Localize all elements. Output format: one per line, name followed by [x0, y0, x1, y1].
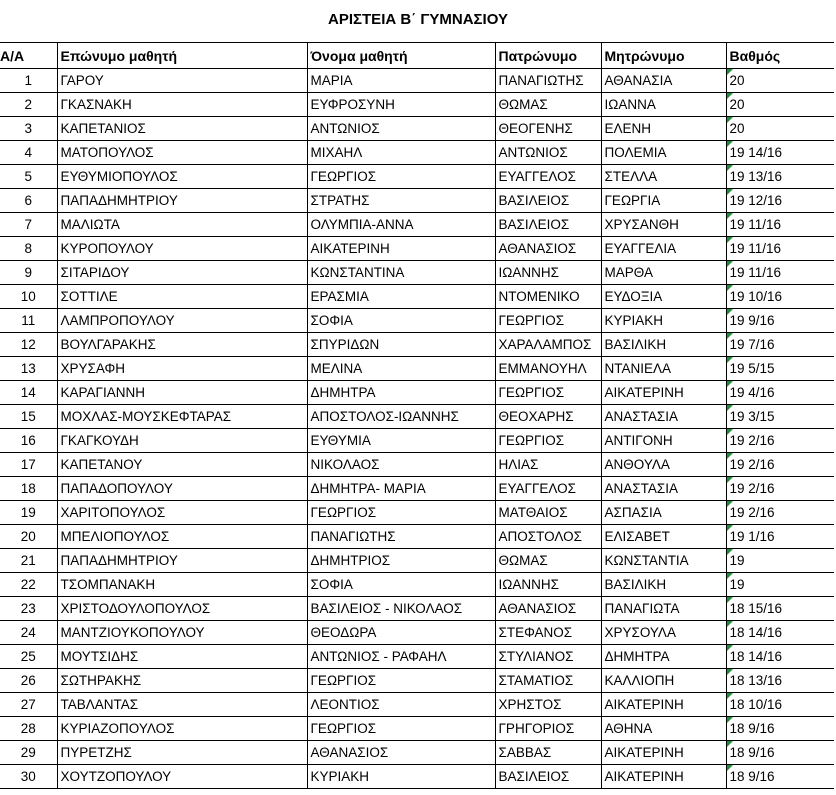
father-name-cell: ΓΡΗΓΟΡΙΟΣ — [495, 717, 601, 741]
surname-cell: ΠΑΠΑΔΟΠΟΥΛΟΥ — [57, 477, 307, 501]
surname-cell: ΜΠΕΛΙΟΠΟΥΛΟΣ — [57, 525, 307, 549]
father-name-cell: ΑΘΑΝΑΣΙΟΣ — [495, 237, 601, 261]
row-number: 1 — [0, 69, 57, 93]
table-row — [0, 525, 834, 549]
surname-cell: ΤΑΒΛΑΝΤΑΣ — [57, 693, 307, 717]
father-name-cell: ΕΥΑΓΓΕΛΟΣ — [495, 165, 601, 189]
table-row — [0, 573, 834, 597]
grade-cell: 19 — [726, 549, 834, 573]
grade-cell: 18 9/16 — [726, 765, 834, 789]
grade-cell: 18 15/16 — [726, 597, 834, 621]
name-cell: ΑΠΟΣΤΟΛΟΣ-ΙΩΑΝΝΗΣ — [307, 405, 495, 429]
grade-cell: 19 1/16 — [726, 525, 834, 549]
header-row — [0, 43, 834, 69]
surname-cell: ΠΥΡΕΤΖΗΣ — [57, 741, 307, 765]
father-name-cell: ΓΕΩΡΓΙΟΣ — [495, 381, 601, 405]
father-name-cell: ΙΩΑΝΝΗΣ — [495, 573, 601, 597]
mother-name-cell: ΧΡΥΣΟΥΛΑ — [601, 621, 726, 645]
table-row — [0, 165, 834, 189]
row-number: 5 — [0, 165, 57, 189]
mother-name-cell: ΕΥΔΟΞΙΑ — [601, 285, 726, 309]
row-number: 10 — [0, 285, 57, 309]
name-cell: ΟΛΥΜΠΙΑ-ΑΝΝΑ — [307, 213, 495, 237]
surname-cell: ΜΟΧΛΑΣ-ΜΟΥΣΚΕΦΤΑΡΑΣ — [57, 405, 307, 429]
row-number: 12 — [0, 333, 57, 357]
surname-cell: ΜΑΝΤΖΙΟΥΚΟΠΟΥΛΟΥ — [57, 621, 307, 645]
name-cell: ΚΥΡΙΑΚΗ — [307, 765, 495, 789]
row-number: 7 — [0, 213, 57, 237]
row-number: 15 — [0, 405, 57, 429]
grade-cell: 19 14/16 — [726, 141, 834, 165]
table-row — [0, 69, 834, 93]
mother-name-cell: ΚΑΛΛΙΟΠΗ — [601, 669, 726, 693]
grade-cell: 19 5/15 — [726, 357, 834, 381]
mother-name-cell: ΚΩΝΣΤΑΝΤΙΑ — [601, 549, 726, 573]
surname-cell: ΒΟΥΛΓΑΡΑΚΗΣ — [57, 333, 307, 357]
header-surname: Επώνυμο μαθητή — [57, 43, 307, 69]
grade-cell: 18 13/16 — [726, 669, 834, 693]
table-row — [0, 645, 834, 669]
name-cell: ΚΩΝΣΤΑΝΤΙΝΑ — [307, 261, 495, 285]
surname-cell: ΣΩΤΗΡΑΚΗΣ — [57, 669, 307, 693]
father-name-cell: ΒΑΣΙΛΕΙΟΣ — [495, 765, 601, 789]
mother-name-cell: ΑΝΑΣΤΑΣΙΑ — [601, 477, 726, 501]
table-row — [0, 549, 834, 573]
father-name-cell: ΕΥΑΓΓΕΛΟΣ — [495, 477, 601, 501]
grade-cell: 19 10/16 — [726, 285, 834, 309]
mother-name-cell: ΠΑΝΑΓΙΩΤΑ — [601, 597, 726, 621]
mother-name-cell: ΑΝΘΟΥΛΑ — [601, 453, 726, 477]
grade-cell: 18 14/16 — [726, 621, 834, 645]
mother-name-cell: ΧΡΥΣΑΝΘΗ — [601, 213, 726, 237]
surname-cell: ΚΥΡΟΠΟΥΛΟΥ — [57, 237, 307, 261]
table-row — [0, 717, 834, 741]
mother-name-cell: ΜΑΡΘΑ — [601, 261, 726, 285]
table-row — [0, 621, 834, 645]
table-row — [0, 453, 834, 477]
father-name-cell: ΙΩΑΝΝΗΣ — [495, 261, 601, 285]
mother-name-cell: ΑΙΚΑΤΕΡΙΝΗ — [601, 381, 726, 405]
row-number: 19 — [0, 501, 57, 525]
table-row — [0, 381, 834, 405]
row-number: 27 — [0, 693, 57, 717]
table-row — [0, 357, 834, 381]
header-grade: Βαθμός — [726, 43, 834, 69]
name-cell: ΣΤΡΑΤΗΣ — [307, 189, 495, 213]
mother-name-cell: ΑΙΚΑΤΕΡΙΝΗ — [601, 693, 726, 717]
row-number: 25 — [0, 645, 57, 669]
mother-name-cell: ΑΘΑΝΑΣΙΑ — [601, 69, 726, 93]
name-cell: ΠΑΝΑΓΙΩΤΗΣ — [307, 525, 495, 549]
row-number: 13 — [0, 357, 57, 381]
table-row — [0, 333, 834, 357]
grade-cell: 18 9/16 — [726, 717, 834, 741]
father-name-cell: ΣΤΕΦΑΝΟΣ — [495, 621, 601, 645]
row-number: 23 — [0, 597, 57, 621]
table-row — [0, 741, 834, 765]
surname-cell: ΚΑΠΕΤΑΝΙΟΣ — [57, 117, 307, 141]
table-row — [0, 765, 834, 789]
name-cell: ΜΑΡΙΑ — [307, 69, 495, 93]
mother-name-cell: ΕΥΑΓΓΕΛΙΑ — [601, 237, 726, 261]
table-row — [0, 285, 834, 309]
father-name-cell: ΣΑΒΒΑΣ — [495, 741, 601, 765]
father-name-cell: ΑΝΤΩΝΙΟΣ — [495, 141, 601, 165]
mother-name-cell: ΣΤΕΛΛΑ — [601, 165, 726, 189]
surname-cell: ΕΥΘΥΜΙΟΠΟΥΛΟΣ — [57, 165, 307, 189]
father-name-cell: ΓΕΩΡΓΙΟΣ — [495, 309, 601, 333]
mother-name-cell: ΙΩΑΝΝΑ — [601, 93, 726, 117]
name-cell: ΜΕΛΙΝΑ — [307, 357, 495, 381]
grade-cell: 18 10/16 — [726, 693, 834, 717]
awards-table — [0, 42, 834, 789]
surname-cell: ΜΟΥΤΣΙΔΗΣ — [57, 645, 307, 669]
row-number: 28 — [0, 717, 57, 741]
row-number: 4 — [0, 141, 57, 165]
table-row — [0, 669, 834, 693]
table-row — [0, 93, 834, 117]
surname-cell: ΚΑΠΕΤΑΝΟΥ — [57, 453, 307, 477]
row-number: 18 — [0, 477, 57, 501]
row-number: 14 — [0, 381, 57, 405]
grade-cell: 19 2/16 — [726, 429, 834, 453]
father-name-cell: ΧΑΡΑΛΑΜΠΟΣ — [495, 333, 601, 357]
table-row — [0, 141, 834, 165]
row-number: 29 — [0, 741, 57, 765]
grade-cell: 19 11/16 — [726, 237, 834, 261]
name-cell: ΘΕΟΔΩΡΑ — [307, 621, 495, 645]
grade-cell: 19 13/16 — [726, 165, 834, 189]
grade-cell: 20 — [726, 93, 834, 117]
table-row — [0, 261, 834, 285]
grade-cell: 19 3/15 — [726, 405, 834, 429]
row-number: 21 — [0, 549, 57, 573]
mother-name-cell: ΕΛΙΣΑΒΕΤ — [601, 525, 726, 549]
name-cell: ΝΙΚΟΛΑΟΣ — [307, 453, 495, 477]
grade-cell: 19 4/16 — [726, 381, 834, 405]
row-number: 8 — [0, 237, 57, 261]
table-row — [0, 477, 834, 501]
mother-name-cell: ΑΘΗΝΑ — [601, 717, 726, 741]
name-cell: ΒΑΣΙΛΕΙΟΣ - ΝΙΚΟΛΑΟΣ — [307, 597, 495, 621]
name-cell: ΕΥΦΡΟΣΥΝΗ — [307, 93, 495, 117]
name-cell: ΣΟΦΙΑ — [307, 573, 495, 597]
name-cell: ΓΕΩΡΓΙΟΣ — [307, 165, 495, 189]
table-row — [0, 429, 834, 453]
name-cell: ΣΠΥΡΙΔΩΝ — [307, 333, 495, 357]
grade-cell: 19 — [726, 573, 834, 597]
grade-cell: 19 11/16 — [726, 213, 834, 237]
name-cell: ΑΝΤΩΝΙΟΣ - ΡΑΦΑΗΛ — [307, 645, 495, 669]
surname-cell: ΧΑΡΙΤΟΠΟΥΛΟΣ — [57, 501, 307, 525]
row-number: 16 — [0, 429, 57, 453]
name-cell: ΜΙΧΑΗΛ — [307, 141, 495, 165]
name-cell: ΓΕΩΡΓΙΟΣ — [307, 501, 495, 525]
surname-cell: ΓΑΡΟΥ — [57, 69, 307, 93]
father-name-cell: ΘΩΜΑΣ — [495, 93, 601, 117]
surname-cell: ΚΥΡΙΑΖΟΠΟΥΛΟΣ — [57, 717, 307, 741]
table-row — [0, 597, 834, 621]
father-name-cell: ΑΠΟΣΤΟΛΟΣ — [495, 525, 601, 549]
name-cell: ΓΕΩΡΓΙΟΣ — [307, 717, 495, 741]
father-name-cell: ΝΤΟΜΕΝΙΚΟ — [495, 285, 601, 309]
father-name-cell: ΜΑΤΘΑΙΟΣ — [495, 501, 601, 525]
name-cell: ΓΕΩΡΓΙΟΣ — [307, 669, 495, 693]
surname-cell: ΧΡΙΣΤΟΔΟΥΛΟΠΟΥΛΟΣ — [57, 597, 307, 621]
row-number: 17 — [0, 453, 57, 477]
surname-cell: ΠΑΠΑΔΗΜΗΤΡΙΟΥ — [57, 189, 307, 213]
mother-name-cell: ΚΥΡΙΑΚΗ — [601, 309, 726, 333]
mother-name-cell: ΠΟΛΕΜΙΑ — [601, 141, 726, 165]
surname-cell: ΧΡΥΣΑΦΗ — [57, 357, 307, 381]
header-aa: Α/Α — [0, 43, 57, 69]
mother-name-cell: ΕΛΕΝΗ — [601, 117, 726, 141]
father-name-cell: ΧΡΗΣΤΟΣ — [495, 693, 601, 717]
header-father: Πατρώνυμο — [495, 43, 601, 69]
table-row — [0, 309, 834, 333]
grade-cell: 20 — [726, 69, 834, 93]
table-row — [0, 501, 834, 525]
father-name-cell: ΒΑΣΙΛΕΙΟΣ — [495, 189, 601, 213]
grade-cell: 19 2/16 — [726, 477, 834, 501]
row-number: 30 — [0, 765, 57, 789]
father-name-cell: ΠΑΝΑΓΙΩΤΗΣ — [495, 69, 601, 93]
surname-cell: ΣΟΤΤΙΛΕ — [57, 285, 307, 309]
grade-cell: 19 9/16 — [726, 309, 834, 333]
header-name: Όνομα μαθητή — [307, 43, 495, 69]
table-row — [0, 237, 834, 261]
row-number: 24 — [0, 621, 57, 645]
mother-name-cell: ΓΕΩΡΓΙΑ — [601, 189, 726, 213]
surname-cell: ΓΚΑΓΚΟΥΔΗ — [57, 429, 307, 453]
surname-cell: ΤΣΟΜΠΑΝΑΚΗ — [57, 573, 307, 597]
table-row — [0, 189, 834, 213]
header-mother: Μητρώνυμο — [601, 43, 726, 69]
mother-name-cell: ΑΝΤΙΓΟΝΗ — [601, 429, 726, 453]
surname-cell: ΧΟΥΤΖΟΠΟΥΛΟΥ — [57, 765, 307, 789]
mother-name-cell: ΒΑΣΙΛΙΚΗ — [601, 333, 726, 357]
row-number: 3 — [0, 117, 57, 141]
father-name-cell: ΘΕΟΧΑΡΗΣ — [495, 405, 601, 429]
father-name-cell: ΒΑΣΙΛΕΙΟΣ — [495, 213, 601, 237]
name-cell: ΕΡΑΣΜΙΑ — [307, 285, 495, 309]
surname-cell: ΜΑΛΙΩΤΑ — [57, 213, 307, 237]
father-name-cell: ΗΛΙΑΣ — [495, 453, 601, 477]
grade-cell: 19 7/16 — [726, 333, 834, 357]
father-name-cell: ΕΜΜΑΝΟΥΗΛ — [495, 357, 601, 381]
surname-cell: ΠΑΠΑΔΗΜΗΤΡΙΟΥ — [57, 549, 307, 573]
name-cell: ΑΘΑΝΑΣΙΟΣ — [307, 741, 495, 765]
surname-cell: ΜΑΤΟΠΟΥΛΟΣ — [57, 141, 307, 165]
surname-cell: ΛΑΜΠΡΟΠΟΥΛΟΥ — [57, 309, 307, 333]
page-title: ΑΡΙΣΤΕΙΑ Β΄ ΓΥΜΝΑΣΙΟΥ — [328, 11, 508, 28]
grade-cell: 18 9/16 — [726, 741, 834, 765]
row-number: 2 — [0, 93, 57, 117]
father-name-cell: ΘΩΜΑΣ — [495, 549, 601, 573]
grade-cell: 18 14/16 — [726, 645, 834, 669]
row-number: 6 — [0, 189, 57, 213]
name-cell: ΔΗΜΗΤΡΙΟΣ — [307, 549, 495, 573]
name-cell: ΔΗΜΗΤΡΑ — [307, 381, 495, 405]
row-number: 9 — [0, 261, 57, 285]
name-cell: ΑΝΤΩΝΙΟΣ — [307, 117, 495, 141]
father-name-cell: ΣΤΑΜΑΤΙΟΣ — [495, 669, 601, 693]
grade-cell: 19 2/16 — [726, 501, 834, 525]
name-cell: ΔΗΜΗΤΡΑ- ΜΑΡΙΑ — [307, 477, 495, 501]
grade-cell: 19 2/16 — [726, 453, 834, 477]
grade-cell: 19 11/16 — [726, 261, 834, 285]
name-cell: ΑΙΚΑΤΕΡΙΝΗ — [307, 237, 495, 261]
surname-cell: ΚΑΡΑΓΙΑΝΝΗ — [57, 381, 307, 405]
row-number: 20 — [0, 525, 57, 549]
mother-name-cell: ΑΣΠΑΣΙΑ — [601, 501, 726, 525]
mother-name-cell: ΝΤΑΝΙΕΛΑ — [601, 357, 726, 381]
table-row — [0, 693, 834, 717]
mother-name-cell: ΑΙΚΑΤΕΡΙΝΗ — [601, 765, 726, 789]
name-cell: ΛΕΟΝΤΙΟΣ — [307, 693, 495, 717]
father-name-cell: ΑΘΑΝΑΣΙΟΣ — [495, 597, 601, 621]
row-number: 26 — [0, 669, 57, 693]
mother-name-cell: ΒΑΣΙΛΙΚΗ — [601, 573, 726, 597]
table-row — [0, 405, 834, 429]
mother-name-cell: ΔΗΜΗΤΡΑ — [601, 645, 726, 669]
table-row — [0, 213, 834, 237]
father-name-cell: ΘΕΟΓΕΝΗΣ — [495, 117, 601, 141]
row-number: 22 — [0, 573, 57, 597]
surname-cell: ΣΙΤΑΡΙΔΟΥ — [57, 261, 307, 285]
father-name-cell: ΣΤΥΛΙΑΝΟΣ — [495, 645, 601, 669]
father-name-cell: ΓΕΩΡΓΙΟΣ — [495, 429, 601, 453]
table-row — [0, 117, 834, 141]
mother-name-cell: ΑΙΚΑΤΕΡΙΝΗ — [601, 741, 726, 765]
name-cell: ΕΥΘΥΜΙΑ — [307, 429, 495, 453]
mother-name-cell: ΑΝΑΣΤΑΣΙΑ — [601, 405, 726, 429]
grade-cell: 20 — [726, 117, 834, 141]
name-cell: ΣΟΦΙΑ — [307, 309, 495, 333]
row-number: 11 — [0, 309, 57, 333]
grade-cell: 19 12/16 — [726, 189, 834, 213]
surname-cell: ΓΚΑΣΝΑΚΗ — [57, 93, 307, 117]
